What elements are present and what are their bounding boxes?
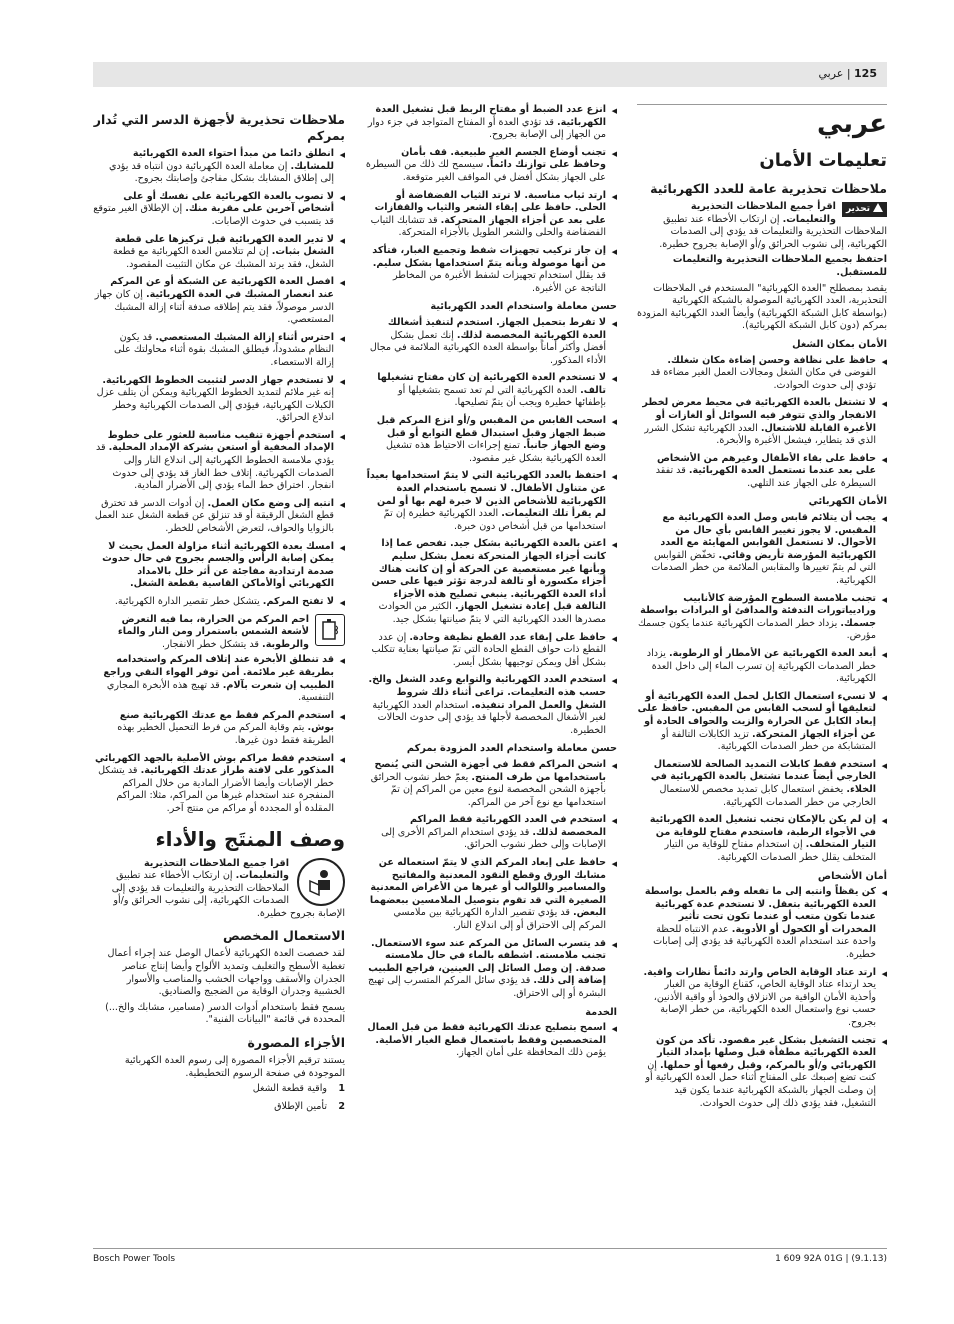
service-list [365, 1022, 617, 1060]
tool-use-heading: حسن معاملة واستخدام العدد الكهربائية [430, 301, 617, 313]
intended-use-heading: الاستعمال المخصص [222, 928, 345, 944]
term-definition: يقصد بمصطلح "العدة الكهربائية" المستخدم في الملاحظات التحذيرية، العدد الكهربائية الموصولة بالشبكة الكهربائية (بواسطة كابل الشبكة الكهربائية) وأيضاً العدد الكهربائية المزودة بمركم (دون كابل الشبكة الكهربائية). [637, 282, 887, 332]
work-area-heading: الأمان بمكان الشغل [792, 338, 887, 350]
list-item: ◀ تجنب أوضاع الجسم الغير طبيعية. قف بأمان وحافظ على توازنك دائماً. سيسمح لك ذلك من السيطرة على الجهاز بشكل أفضل في المواقف الغير متوقعة. [365, 147, 617, 185]
warning-triangle-icon [873, 203, 883, 212]
list-item: ◀ استخدم أجهزة تنقيب مناسبة للعثور على خطوط الإمداد المخفية أو استعن بشركة الإمداد المحلية. قد يؤدي ملامسة الخطوط الكهربائية إلى اندلاع النار وإلى الصدمات الكهربائية. إتلاف خط الغاز قد يؤدي إلى حدوث انفجار. اختراق خط الماء يؤدي إلى الأضرار المادية. [93, 430, 345, 493]
list-item: ◀ لا تفتح المركم. يتشكل خطر تقصير الدارة الكهربائية. [93, 596, 345, 609]
list-item: ◀ افصل العدة الكهربائية عن الشبكة أو عن المركم عند انعصار المشبك في العدة الكهربائية. إن كان جهاز الدسر موصولاً، فقد يتم إطلاقه صدفة أثناء إزالة المشبك المستعصي. [93, 276, 345, 326]
general-warnings-heading: ملاحظات تحذيرية عامة للعدد الكهربائية [650, 181, 887, 196]
list-item: ◀ انطلق دائما من مبدأ احتواء العدة الكهربائية للمشابك. إن معاملة العدة الكهربائية دون انتباه قد يؤدي إلى إطلاق المشابك بشكل مفاجئ وإصابتك بجروح. [93, 148, 345, 186]
list-item: ◀ استخدم فقط كابلات التمديد الصالحة للاستعمال الخارجي أيضاً عندما تشتغل بالعدة الكهربائية في الخلاء. يخفض استعمال كابل تمديد مخصص للاستعمال الخارجي من خطر الصدمات الكهربائية. [637, 759, 887, 809]
electrical-list [637, 512, 887, 864]
footer-divider [93, 1248, 887, 1249]
list-item: ◀ حافظ على بقاء الأطفال وغيرهم من الأشخاص على بعد عندما تستعمل العدة الكهربائية. قد تفقد السيطرة على الجهاز عند التلهي. [637, 453, 887, 491]
footer-brand: Bosch Power Tools [93, 1254, 176, 1264]
safety-instructions-heading: تعليمات الأمان [759, 150, 887, 171]
work-area-list [637, 355, 887, 491]
list-item: ◀ اسحب القابس من المقبس و/أو انزع المركم قبل ضبط الجهاز وقبل استبدال قطع التوابع أو قبل وضع الجهاز جانباً. تمنع إجراءات الاحتياط هذه تشغيل العدة الكهربائية بشكل غير مقصود. [365, 415, 617, 465]
list-item: ◀ حافظ على إبعاد المركم الذي لا يتمّ استعماله عن مشابك الورق وقطع النقود المعدنية والمفاتيح والمسامير واللوالب أو غيرها من الأغراض المعدنية الصغيرة التي قد تقوم بتوصيل الملامسين ببعضهما البعض. قد يؤدي تقصير الدارة الكهربائية بين ملامسي المركم إلى الاحتراق أو إلى اندلاع النار. [365, 857, 617, 933]
service-heading: الخدمة [585, 1006, 617, 1018]
list-item: ◀ احتفظ بالعدد الكهربائية التي لا يتمّ استخدامها بعيداً عن متناول الأطفال. لا تسمح باستخدام العدة الكهربائية للأشخاص الذين لا خبرة لهم بها أو لمن لم يقرأ تلك التعليمات. العدد الكهربائية خطيرة إن تمّ استخدامها من قبل أشخاص دون خبرة. [365, 470, 617, 533]
list-item: ◀ استخدم العدد الكهربائية والتوابع وعدد الشغل والخ. حسب هذه التعليمات. تراعى أثناء ذلك شروط الشغل والعمل المراد تنفيذه. استخدام العدد الكهربائية لغير الأشغال المخصصة لأجلها قد يؤدي إلى حدوث الحالات الخطيرة. [365, 674, 617, 737]
intended-use-text-2: يسمح فقط باستخدام أدوات الدسر (مسامير، مشابك والخ...) المحددة في قائمة "البيانات الفنية". [105, 1001, 345, 1026]
part-item: 2تأمين الإطلاق [274, 1100, 345, 1112]
battery-use-heading: حسن معاملة واستخدام العدد المزودة بمركم [406, 743, 617, 755]
list-item: ◀ انتبه إلى وضع مكان العمل. إن أدوات الدسر قد تخترق قطع الشغل الرقيقة أو قد تنزلق عن قطعة الشغل عند العمل بالزوايا والحواف، لتعرض الأشخاص للخطر. [93, 498, 345, 536]
list-item: ◀ لا تستخدم جهاز الدسر لتثبيت الخطوط الكهربائية. إنه غير ملائم لتمديد الخطوط الكهربائية ويمكن أن يتلف عزل الكبلات الكهربائية، فيؤدي إلى الصدمات الكهربائية وخطر اندلاع الحرائق. [93, 375, 345, 425]
page-header [93, 62, 887, 87]
battery-heat-icon [315, 614, 345, 646]
language-title: عربي [637, 104, 887, 141]
list-item: ◀ اشحن المراكم فقط في أجهزة الشحن التي يُنصح باستخدامها من طرف المنتج. يعمّ خطر نشوب الحرائق بأجهزة الشحن المخصصة لنوع معين من المراكم إن تمّ استخدامها مع نوع آخر من المراكم. [365, 759, 617, 809]
list-item: ◀ استخدم فقط مراكم بوش الأصلية بالجهد الكهربائي المذكور على لافتة طراز عدتك الكهربائية. قد يتشكل خطر الإصابات وأيضا الأضرار المادية من خلال المراكم المنفجرة عند استخدام غيرها من المراكم، مثلا: المراكم المقلدة أو المجددة أو مراكم من منتج آخر. [93, 753, 345, 816]
personal-safety-heading: أمان الأشخاص [817, 870, 887, 882]
list-item: ◀ اعتن بالعدة الكهربائية بشكل جيد. تفحص عما إذا كانت أجزاء الجهاز المتحركة تعمل بشكل سليم وبأنها غير مستعصية عن الحركة أو إن كانت هناك أجزاء مكسورة أو تالفة لدرجة تؤثر فيها على حسن أداء العدة الكهربائية. ينبغي تصليح هذه الأجزاء التالفة قبل إعادة تشغيل الجهاز. الكثير من الحوادث مصدرها العدد الكهربائية التي لا يتمّ صيانتها بشكل جيد. [365, 538, 617, 626]
nailer-warnings-list-2 [93, 654, 345, 815]
product-features-text: يستند ترقيم الأجزاء المصورة إلى رسوم العدة الكهربائية الموجودة في صفحة الرسوم التخطيطية. [124, 1055, 345, 1079]
column-right [637, 104, 887, 1115]
list-item: ◀ ارتد ثياب مناسبة. لا ترتد الثياب الفضفاضة أو الحلى. حافظ على إبقاء الشعر والثياب والقفازات على بعد عن أجزاء الجهاز المتحركة. قد تتشابك الثياب الفضفاضة والحلى والشعر الطويل بالأجزاء المتحركة. [365, 190, 617, 240]
parts-list [93, 1083, 345, 1113]
header-language: عربي [818, 67, 844, 80]
nailer-warnings-heading: ملاحظات تحذيرية لأجهزة الدسر التي تُدار بمركم [93, 112, 345, 143]
list-item: ◀ حافظ على إبقاء عدد القطع نظيفة وحادة. إن عدد القطع ذات حواف القطع الحادة التي تمّ صيانتها بعناية تتكلب بشكل أقل ويمكن توجيهها بشكل أيسر. [365, 632, 617, 670]
nailer-warnings-list [93, 148, 345, 609]
list-item: ◀ كن يقظاً وانتبه إلى ما تفعله وقم بالعمل بواسطة العدة الكهربائية بتعقل. لا تستخدم عدة كهربائية عندما تكون متعب أو عندما تكون تحت تأثير المخدرات أو الكحول أو الأدوية. عدم الانتباه للحظة واحدة عند استخدام العدة الكهربائية قد يؤدي إلى إصابات خطيرة. [637, 886, 887, 962]
list-item: ◀ لا تشتغل بالعدة الكهربائية في محيط معرض لخطر الانفجار والذي تتوفر فيه السوائل أو الغازات أو الأغبرة القابلة للاشتعال. العدد الكهربائية تشكل الشرر الذي قد يتطاير، فيشعل الأغبرة والأبخرة. [637, 397, 887, 447]
intended-use-text-1: لقد خصصت العدة الكهربائية لأعمال الوصل عند إجراء أعمال تغطية الأسطح والتغليف وتمديد الألواح وأيضا إنتاج عناصر الجدران والأسقف وواجهات الخشب والمناصب والأسوار الخشبية وجدران الوقاية من الضجيج والصناديق. [107, 948, 345, 998]
list-item: ◀ لا تصوب بالعدة الكهربائية على نفسك أو على أشخاص آخرين على مقربة منك. إن الإطلاق الغير متوقع قد يتسبب في حدوث الإصابات. [93, 191, 345, 229]
read-manual-icon [297, 858, 345, 906]
list-item: ◀ لا تستخدم العدة الكهربائية إن كان مفتاح تشغيلها تالف. العدة الكهربائية التي لم تعد تسمح بتشغيلها أو بإطفائها خطيرة ويجب أن يتمّ تصليحها. [365, 372, 617, 410]
page-number-label [818, 67, 877, 80]
header-separator: | [846, 67, 851, 80]
list-item: ◀ إن جاز تركيب تجهيزات شفط وتجميع الغبار، فتأكد من أنها موصولة وبأنه يتمّ استخدامها بشكل سليم. قد يقلل استخدام تجهيزات لشفط الأغبرة من المخاطر الناتجة عن الأغبرة. [365, 245, 617, 295]
personal-safety-list-cont [365, 104, 617, 295]
list-item: ◀ ارتد عتاد الوقاية الخاص وارتد دائماً نظارات واقية. يحد ارتداء عتاد الوقاية الخاص، كقناع الوقاية من الغبار وأحذية الأمان الواقية من الانزلاق والخوذ أو واقية الأذنين، حسب نوع واستعمال العدة الكهربائية، من خطر الإصابة بجروح. [637, 967, 887, 1030]
keep-instructions: احتفظ بجميع الملاحظات التحذيرية والتعليمات للمستقبل. [672, 254, 887, 278]
list-item: ◀ إن لم يكن بالإمكان تجنب تشغيل العدة الكهربائية في الأجواء الرطبة، فاستخدم مفتاح للوقاية من التيار المتخلف. إن استخدام مفتاح للوقاية من التيار المتخلف يقلل خطر الصدمات الكهربائية. [637, 814, 887, 864]
battery-use-list [365, 759, 617, 1001]
electrical-heading: الأمان الكهربائي [808, 496, 887, 508]
list-item: ◀ لا تدير العدة الكهربائية قبل تركيزها على قطعة الشغل بثبات. إن لم تتلامس العدة الكهربائية مع قطعة الشغل، فقد يرتد المشبك عن مكان التثبيت المقصود. [93, 234, 345, 272]
list-item: ◀ تجنب ملامسة السطوح المؤرضة كالأنابيب وراديياتورات التدفئة والمدافئ أو البرادات بواسطة جسمك. يزداد خطر الصدمات الكهربائية عندما يكون جسمك مؤرض. [637, 593, 887, 643]
battery-heat-warning: احم المركم من الحرارة، بما فيه التعرض لأشعة الشمس باستمرار ومن النار والماء والرطوبة. قد يتشكل خطر الانفجار. [93, 614, 345, 652]
warning-paragraph: تحذير اقرأ جميع الملاحظات التحذيرية والتعليمات. إن ارتكاب الأخطاء عند تطبيق الملاحظات التحذيرية والتعليمات قد يؤدي إلى الصدمات الكهربائية، إلى نشوب الحرائق و/أو الإصابة بجروح خطيرة. [659, 201, 887, 250]
footer-docnumber: 1 609 92A 01G | (9.1.13) [775, 1254, 887, 1264]
column-middle [365, 104, 617, 1065]
list-item: ◀ قد تنطلق الأبخرة عند إتلاف المركم واستخدامه بطريقة غير ملائمة. أمن توفر الهواء النقي وراجع الطبيب إن شعرت بآلام. قد تهيج هذه الأبخرة المجاري التنفسية. [93, 654, 345, 704]
list-item: ◀ قد يتسرب السائل من المركم عند سوء الاستعمال. تجنب ملامسته. اشطفه بالماء في حال ملامسته صدفة. إن وصل السائل إلى العينين، فراجع الطبيب إضافة إلى ذلك. قد يؤدي سائل المركم المتسرب إلى تهيج البشرة أو إلى الاحتراق. [365, 938, 617, 1001]
list-item: ◀ تجنب التشغيل بشكل غير مقصود. تأكد من كون العدة الكهربائية مطفأة قبل وصلها بإمداد التيار الكهربائي و/أو بالمركم، وقبل رفعها أو حملها. إن كنت تضع إصبعك على المفتاح أثناء حمل العدة الكهربائية أو إن وصلت الجهاز بالشبكة الكهربائية عندما يكون قيد التشغيل، فقد يؤدي ذلك إلى حدوث الحوادث. [637, 1035, 887, 1111]
list-item: ◀ حافظ على نظافة وحسن إضاءة مكان شغلك. الفوضى في مكان الشغل ومجالات العمل الغير مضاءة قد تؤدي إلى حدوث الحوادث. [637, 355, 887, 393]
read-instructions-paragraph: اقرأ جميع الملاحظات التحذيرية والتعليمات. إن ارتكاب الأخطاء عند تطبيق الملاحظات التحذيرية والتعليمات قد يؤدي إلى الصدمات الكهربائية، إلى نشوب الحرائق و/أو الإصابة بجروح خطيرة. [111, 857, 345, 919]
list-item: ◀ استخدم المركم فقط مع عدتك الكهربائية صنع بوش. يتم وقاية المركم من فرط التحميل الخطير بهذه الطريقة فقط دون غيرها. [93, 710, 345, 748]
list-item: ◀ امسك بعدة الكهربائية أثناء مزاولة العمل بحيث لا يمكن إصابة الرأس والجسم بجروح في حال حدوث صدمة ارتدادية مفاجئة عن أثر خلل بالامداد الكهربائي أوالأماكن القاسية بقطعة الشغل. [93, 541, 345, 591]
part-item: 1واقية قطعة الشغل [252, 1083, 345, 1095]
tool-use-list [365, 317, 617, 737]
list-item: ◀ احترس أثناء إزالة المشبك المستعصي. قد يكون النظام مشدوداً، فيطلق المشبك بقوة أثناء محاولتك على إزالة الاستعصاء. [93, 332, 345, 370]
product-features-heading: الأجزاء المصورة [247, 1035, 345, 1051]
product-description-heading: وصف المنتَج والأداء [155, 826, 345, 851]
list-item: ◀ استخدم في العدد الكهربائية فقط المراكم المخصصة لذلك. قد يؤدي استخدام المراكم الأخرى إلى الإصابات وإلى خطر نشوب الحرائق. [365, 814, 617, 852]
list-item: ◀ يجب أن يتلائم قابس وصل العدة الكهربائية مع المقبس. لا يجوز تغيير القابس بأي حال من الأحوال. لا تستعمل القوابس المهايئة مع العدد الكهربائية المؤرضة تأريض وقائي. تخفّض القوابس التي لم يتمّ تغييرها والمقابس الملائمة من خطر الصدمات الكهربائية. [637, 512, 887, 588]
list-item: ◀ أبعد العدة الكهربائية عن الأمطار أو الرطوبة. يزداد خطر الصدمات الكهربائية إن تسرب الماء إلى داخل العدة الكهربائية. [637, 648, 887, 686]
column-left [93, 104, 345, 1118]
personal-safety-list [637, 886, 887, 1110]
list-item: ◀ انزع عدد الضبط أو مفتاح الربط قبل تشغيل العدة الكهربائية. قد تؤدي العدة أو المفتاح المتواجد في جزء دوار من الجهاز إلى الإصابة بجروح. [365, 104, 617, 142]
warning-badge: تحذير [842, 202, 887, 217]
list-item: ◀ اسمح بتصليح عدتك الكهربائية فقط من قبل العمال المتخصصين وفقط باستعمال قطع الغيار الأصلية. يؤمن ذلك المحافظة على أمان الجهاز. [365, 1022, 617, 1060]
list-item: ◀ لا تفرط بتحميل الجهاز. استخدم لتنفيذ أشغالك العدة الكهربائية المخصصة لذلك. إنك تعمل بشكل أفضل وأكثر أماناً بواسطة العدة الكهربائية الملائمة في مجال الأداء المذكور. [365, 317, 617, 367]
list-item: ◀ لا تسيء استعمال الكابل لحمل العدة الكهربائية أو لتعليقها أو لسحب القابس من المقبس. حافظ على إبعاد الكابل عن الحرارة والزيت والحواف الحادة أو عن أجزاء الجهاز المتحركة. تزيد الكابلات التالفة أو المتشابكة من خطر الصدمات الكهربائية. [637, 691, 887, 754]
page-number: 125 [854, 67, 877, 80]
